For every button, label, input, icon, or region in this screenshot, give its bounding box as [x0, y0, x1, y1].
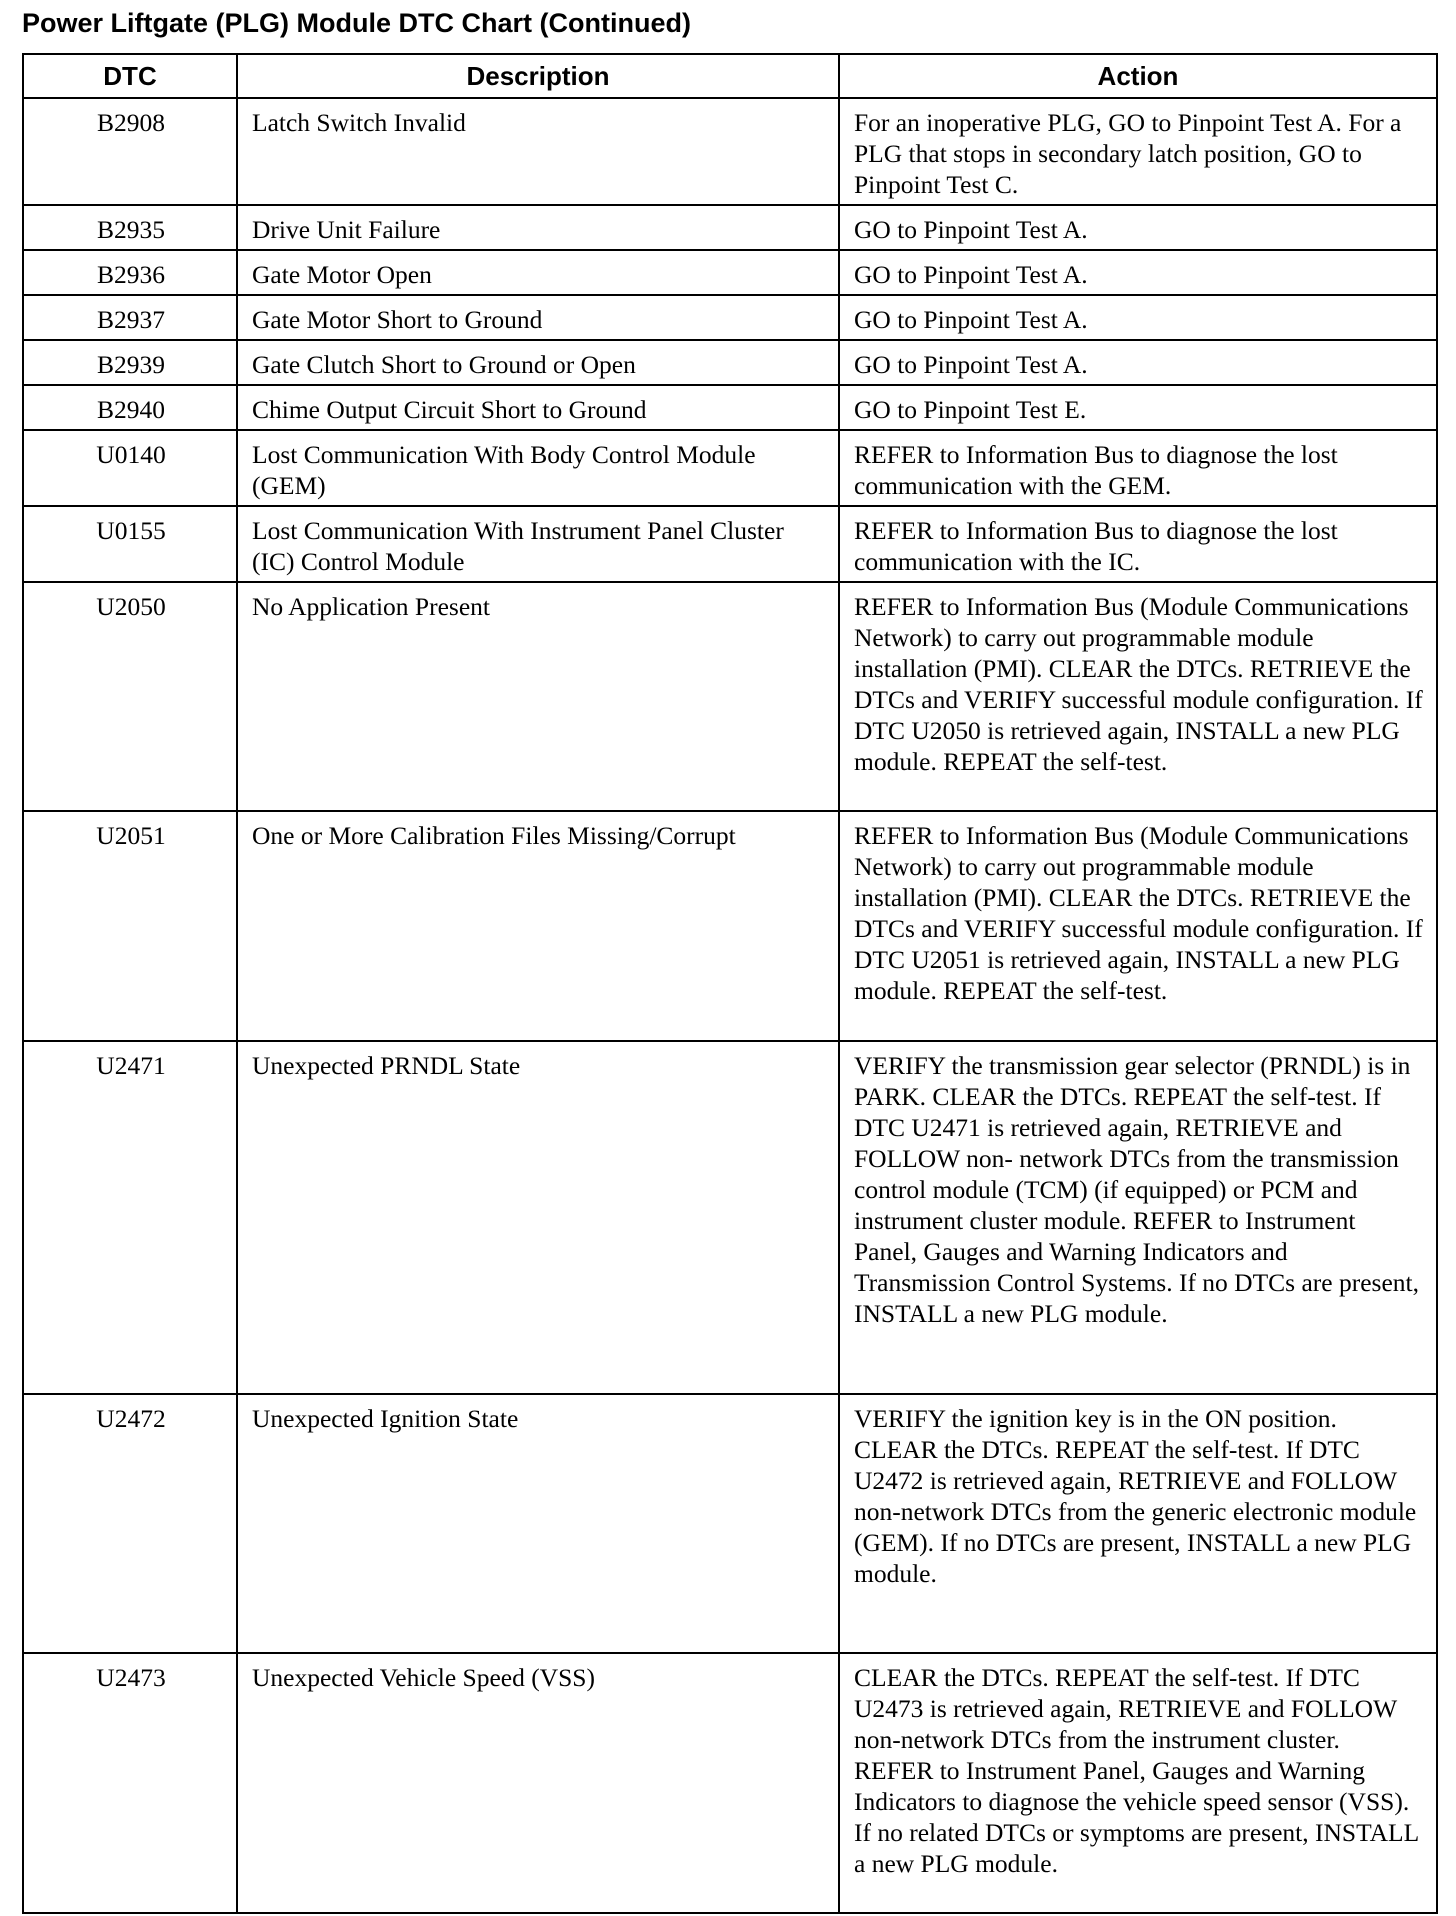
dtc-code: B2908	[23, 98, 237, 205]
dtc-action: GO to Pinpoint Test A.	[839, 250, 1437, 295]
column-header-dtc: DTC	[23, 54, 237, 98]
dtc-code: U2471	[23, 1041, 237, 1394]
table-row	[23, 98, 1437, 205]
dtc-action: VERIFY the transmission gear selector (PRNDL) is in PARK. CLEAR the DTCs. REPEAT the self-test. If DTC U2471 is retrieved again, RETRIEVE and FOLLOW non- network DTCs from the transmission control module (TCM) (if equipped) or PCM and instrument cluster module. REFER to Instrument Panel, Gauges and Warning Indicators and Transmission Control Systems. If no DTCs are present, INSTALL a new PLG module.	[839, 1041, 1437, 1394]
table-row	[23, 340, 1437, 385]
column-header-description: Description	[237, 54, 839, 98]
dtc-action: REFER to Information Bus (Module Communications Network) to carry out programmable module installation (PMI). CLEAR the DTCs. RETRIEVE the DTCs and VERIFY successful module configuration. If DTC U2051 is retrieved again, INSTALL a new PLG module. REPEAT the self-test.	[839, 811, 1437, 1041]
dtc-description: Unexpected Ignition State	[237, 1394, 839, 1653]
table-row	[23, 811, 1437, 1041]
dtc-action: REFER to Information Bus (Module Communications Network) to carry out programmable module installation (PMI). CLEAR the DTCs. RETRIEVE the DTCs and VERIFY successful module configuration. If DTC U2050 is retrieved again, INSTALL a new PLG module. REPEAT the self-test.	[839, 582, 1437, 811]
dtc-action: GO to Pinpoint Test A.	[839, 340, 1437, 385]
table-row	[23, 582, 1437, 811]
dtc-code: U0155	[23, 506, 237, 582]
dtc-description: One or More Calibration Files Missing/Corrupt	[237, 811, 839, 1041]
dtc-description: Gate Clutch Short to Ground or Open	[237, 340, 839, 385]
table-row	[23, 1653, 1437, 1913]
dtc-description: Lost Communication With Instrument Panel Cluster (IC) Control Module	[237, 506, 839, 582]
dtc-action: GO to Pinpoint Test A.	[839, 295, 1437, 340]
dtc-action: For an inoperative PLG, GO to Pinpoint Test A. For a PLG that stops in secondary latch position, GO to Pinpoint Test C.	[839, 98, 1437, 205]
dtc-table	[22, 53, 1438, 1914]
table-header-row	[23, 54, 1437, 98]
table-row	[23, 1394, 1437, 1653]
dtc-code: U2473	[23, 1653, 237, 1913]
dtc-description: Unexpected PRNDL State	[237, 1041, 839, 1394]
column-header-action: Action	[839, 54, 1437, 98]
dtc-action: VERIFY the ignition key is in the ON position. CLEAR the DTCs. REPEAT the self-test. If DTC U2472 is retrieved again, RETRIEVE and FOLLOW non-network DTCs from the generic electronic module (GEM). If no DTCs are present, INSTALL a new PLG module.	[839, 1394, 1437, 1653]
dtc-code: B2940	[23, 385, 237, 430]
dtc-code: U2472	[23, 1394, 237, 1653]
dtc-description: Chime Output Circuit Short to Ground	[237, 385, 839, 430]
page-title: Power Liftgate (PLG) Module DTC Chart (Continued)	[22, 8, 691, 38]
dtc-description: Unexpected Vehicle Speed (VSS)	[237, 1653, 839, 1913]
table-row	[23, 250, 1437, 295]
table-row	[23, 295, 1437, 340]
table-row	[23, 385, 1437, 430]
dtc-description: No Application Present	[237, 582, 839, 811]
table-row	[23, 506, 1437, 582]
dtc-description: Drive Unit Failure	[237, 205, 839, 250]
dtc-code: U2051	[23, 811, 237, 1041]
dtc-description: Gate Motor Short to Ground	[237, 295, 839, 340]
dtc-code: U2050	[23, 582, 237, 811]
dtc-description: Gate Motor Open	[237, 250, 839, 295]
dtc-description: Lost Communication With Body Control Module (GEM)	[237, 430, 839, 506]
dtc-code: B2939	[23, 340, 237, 385]
dtc-code: B2935	[23, 205, 237, 250]
table-row	[23, 1041, 1437, 1394]
dtc-code: U0140	[23, 430, 237, 506]
dtc-action: GO to Pinpoint Test E.	[839, 385, 1437, 430]
dtc-action: REFER to Information Bus to diagnose the lost communication with the IC.	[839, 506, 1437, 582]
dtc-code: B2937	[23, 295, 237, 340]
dtc-action: CLEAR the DTCs. REPEAT the self-test. If DTC U2473 is retrieved again, RETRIEVE and FOLLOW non-network DTCs from the instrument cluster. REFER to Instrument Panel, Gauges and Warning Indicators to diagnose the vehicle speed sensor (VSS). If no related DTCs or symptoms are present, INSTALL a new PLG module.	[839, 1653, 1437, 1913]
dtc-description: Latch Switch Invalid	[237, 98, 839, 205]
dtc-action: REFER to Information Bus to diagnose the lost communication with the GEM.	[839, 430, 1437, 506]
dtc-action: GO to Pinpoint Test A.	[839, 205, 1437, 250]
table-row	[23, 430, 1437, 506]
dtc-code: B2936	[23, 250, 237, 295]
table-row	[23, 205, 1437, 250]
